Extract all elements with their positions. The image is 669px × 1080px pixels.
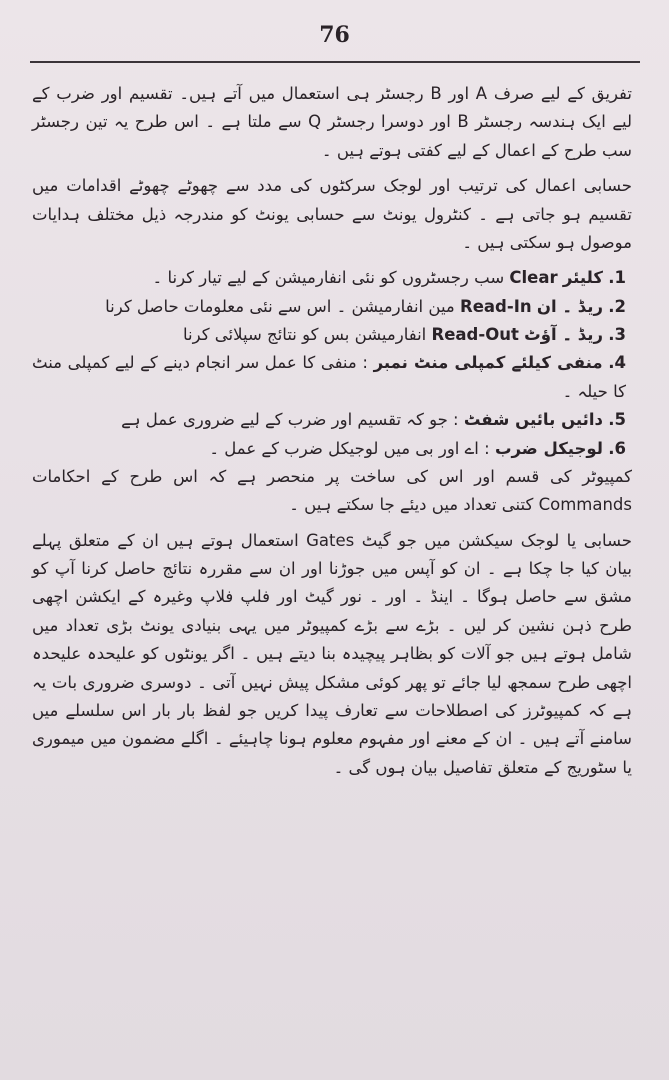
header-rule (30, 61, 640, 63)
list-item (32, 406, 632, 434)
item-english: Clear (509, 268, 558, 288)
item-description: : جو کہ تقسیم اور ضرب کے لیے ضروری عمل ہے (121, 410, 459, 430)
list-item (32, 349, 632, 406)
item-number: 6. (608, 438, 626, 458)
item-term: دائیں بائیں شفٹ (463, 410, 603, 430)
item-term: ریڈ ۔ آؤٹ (524, 325, 603, 344)
list-item (32, 293, 632, 321)
page-number: 76 (319, 22, 350, 48)
list-item (32, 264, 632, 292)
paragraph-2: حسابی اعمال کی ترتیب اور لوجک سرکٹوں کی مدد سے چھوٹے چھوٹے اقدامات میں تقسیم ہو جاتی ہے ۔ کنٹرول یونٹ سے حسابی یونٹ کو مندرجہ ذیل مختلف ہدایات موصول ہو سکتی ہیں ۔ (32, 176, 632, 252)
item-term: ریڈ ۔ ان (536, 296, 603, 316)
instruction-list (32, 264, 632, 463)
item-number: 2. (608, 296, 626, 316)
page-body (32, 80, 632, 789)
paragraph-4: حسابی یا لوجک سیکشن میں جو گیٹ Gates استعمال ہوتے ہیں ان کے متعلق پہلے بیان کیا جا چکا ہے ۔ ان کو آپس میں جوڑنا اور ان سے مقررہ نتائج حاصل کرنا آپ کو مشق سے حاصل ہوگا ۔ اینڈ ۔ اور ۔ نور گیٹ اور فلپ فلاپ وغیرہ کے ایکشن اچھی طرح ذہن نشین کر لیں ۔ بڑے سے بڑے کمپیوٹر میں یہی بنیادی یونٹ بڑی تعداد میں شامل ہوتے ہیں جو آلات کو بظاہر پیچیدہ بنا دیتے ہیں ۔ اگر یونٹوں کو علیحدہ علیحدہ اچھی طرح سمجھ لیا جائے تو پھر کوئی مشکل پیش نہیں آتی ۔ دوسری ضروری بات یہ ہے کہ کمپیوٹرز کی اصطلاحات سے تعارف پیدا کریں جو لفظ بار بار اس سلسلے میں سامنے آتے ہیں ۔ ان کے معنے اور مفہوم معلوم ہونا چاہیئے ۔ اگلے مضمون میں میموری یا سٹوریج کے متعلق تفاصیل بیان ہوں گی ۔ (32, 530, 632, 777)
item-description: : منفی کا عمل سر انجام دینے کے لیے کمپلی منٹ کا حیلہ ۔ (32, 353, 626, 401)
item-description: انفارمیشن بس کو نتائج سپلائی کرنا (182, 325, 427, 344)
item-term: لوجیکل ضرب (494, 438, 603, 458)
item-description: : اے اور بی میں لوجیکل ضرب کے عمل ۔ (209, 438, 490, 458)
item-number: 3. (608, 325, 626, 344)
list-item (32, 435, 632, 463)
item-description: سب رجسٹروں کو نئی انفارمیشن کے لیے تیار کرنا ۔ (152, 268, 505, 288)
item-term: منفی کیلئے کمپلی منٹ نمبر (373, 353, 603, 373)
item-english: Read-Out (431, 325, 519, 344)
list-item (32, 321, 632, 349)
item-english: Read-In (460, 296, 532, 316)
paragraph-3: کمپیوٹر کی قسم اور اس کی ساخت پر منحصر ہے کہ اس طرح کے احکامات Commands کتنی تعداد میں دیئے جا سکتے ہیں ۔ (32, 466, 632, 515)
item-description: مین انفارمیشن ۔ اس سے نئی معلومات حاصل کرنا (105, 296, 455, 316)
item-number: 1. (608, 268, 626, 288)
item-term: کلیئر (562, 268, 603, 288)
paragraph-1: تفریق کے لیے صرف A اور B رجسٹر ہی استعمال میں آتے ہیں۔ تقسیم اور ضرب کے لیے ایک ہندسہ رجسٹر B اور دوسرا رجسٹر Q سے ملتا ہے ۔ اس طرح یہ تین رجسٹر سب طرح کے اعمال کے لیے کفتی ہوتے ہیں ۔ (32, 84, 632, 160)
item-number: 5. (608, 410, 626, 430)
item-number: 4. (608, 353, 626, 373)
